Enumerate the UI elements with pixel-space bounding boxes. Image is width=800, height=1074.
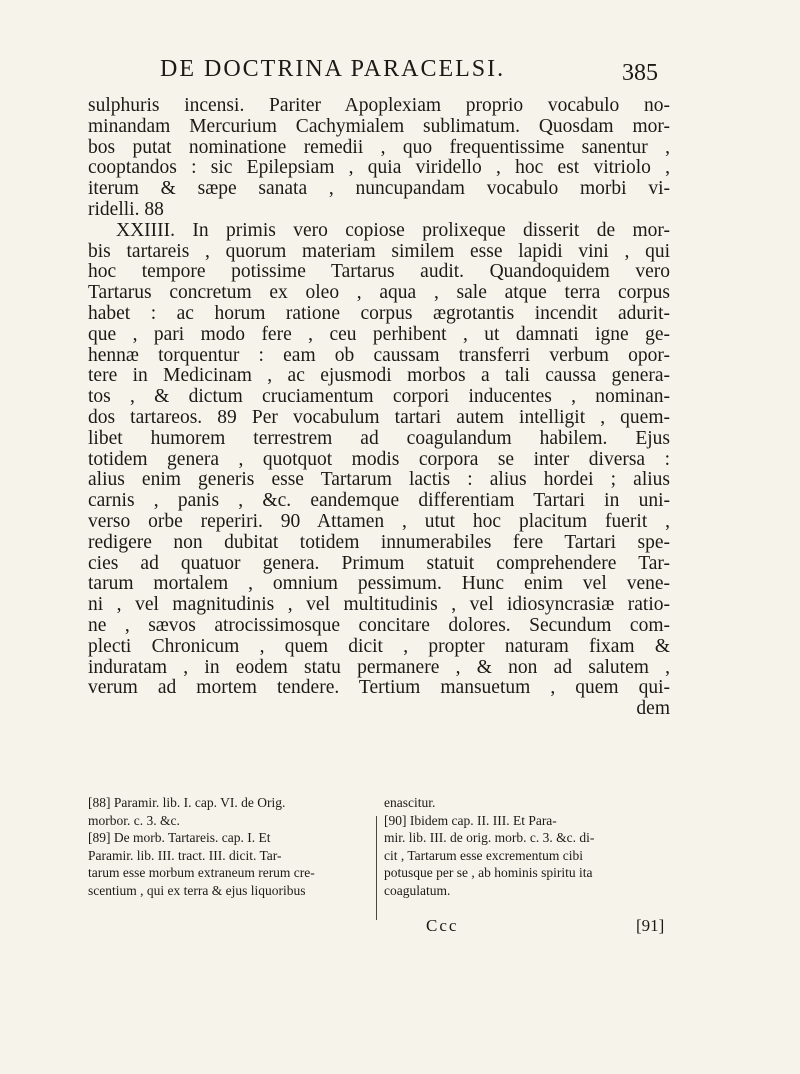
text-line: tere in Medicinam , ac ejusmodi morbos a tali caussa genera-	[88, 366, 670, 387]
footnote-line: [88] Paramir. lib. I. cap. VI. de Orig.	[88, 795, 286, 810]
text-line: iterum & sæpe sanata , nuncupandam vocabulo morbi vi-	[88, 179, 670, 200]
text-line: cies ad quatuor genera. Primum statuit comprehendere Tar-	[88, 553, 670, 574]
footnote-line: Paramir. lib. III. tract. III. dicit. Tar-	[88, 847, 282, 863]
text-line: hoc tempore potissime Tartarus audit. Quandoquidem vero	[88, 262, 670, 283]
text-line: verum ad mortem tendere. Tertium mansuetum , quem qui-	[88, 678, 670, 699]
text-line: tos , & dictum cruciamentum corpori inducentes , nominan-	[88, 387, 670, 408]
text-line: ni , vel magnitudinis , vel multitudinis , vel idiosyncrasiæ ratio-	[88, 595, 670, 616]
footnote-line: enascitur.	[384, 795, 436, 810]
text-line: ridelli. 88	[88, 199, 164, 220]
text-line: induratam , in eodem statu permanere , & non ad salutem ,	[88, 657, 670, 678]
text-line: Tartarus concretum ex oleo , aqua , sale atque terra corpus	[88, 283, 670, 304]
text-line: habet : ac horum ratione corpus ægrotantis incendit adurit-	[88, 303, 670, 324]
text-line: redigere non dubitat totidem innumerabiles fere Tartari spe-	[88, 532, 670, 553]
footnote-column-left	[88, 794, 368, 899]
text-line: minandam Mercurium Cachymialem sublimatum. Quosdam mor-	[88, 116, 670, 137]
text-line: bos putat nominatione remedii , quo frequentissime sanentur ,	[88, 137, 670, 158]
footnote-line: cit , Tartarum esse excrementum cibi	[384, 847, 583, 863]
text-line: hennæ torquentur : eam ob caussam transferri verbum opor-	[88, 345, 670, 366]
text-line-last: dem	[636, 699, 670, 720]
text-line: tarum mortalem , omnium pessimum. Hunc enim vel vene-	[88, 574, 670, 595]
main-text	[88, 96, 670, 720]
page-number: 385	[622, 60, 658, 86]
text-line: verso orbe reperiri. 90 Attamen , utut hoc placitum fuerit ,	[88, 511, 670, 532]
footnote-line: coagulatum.	[384, 882, 451, 898]
footnote-column-divider	[376, 816, 377, 920]
footnotes	[88, 794, 680, 920]
footnote-line: scentium , qui ex terra & ejus liquoribus	[88, 882, 306, 898]
text-line: que , pari modo fere , ceu perhibent , ut damnati igne ge-	[88, 324, 670, 345]
text-line: libet humorem terrestrem ad coagulandum habilem. Ejus	[88, 428, 670, 449]
footnote-line: potusque per se , ab hominis spiritu ita	[384, 865, 593, 880]
footnote-line: mir. lib. III. de orig. morb. c. 3. &c. di-	[384, 830, 595, 845]
footnote-column-right	[384, 794, 684, 899]
signature-mark: Ccc	[426, 916, 459, 935]
text-line: dos tartareos. 89 Per vocabulum tartari autem intelligit , quem-	[88, 407, 670, 428]
text-line: cooptandos : sic Epilepsiam , quia viridello , hoc est vitriolo ,	[88, 158, 670, 179]
footnote-line: [89] De morb. Tartareis. cap. I. Et	[88, 830, 271, 845]
catchword: [91]	[636, 916, 665, 935]
text-line: plecti Chronicum , quem dicit , propter naturam fixam &	[88, 636, 670, 657]
text-line: bis tartareis , quorum materiam similem esse lapidi vini , qui	[88, 241, 670, 262]
footnote-line: tarum esse morbum extraneum rerum cre-	[88, 865, 315, 880]
text-line: ne , sævos atrocissimosque concitare dolores. Secundum com-	[88, 615, 670, 636]
text-line: sulphuris incensi. Pariter Apoplexiam proprio vocabulo no-	[88, 96, 670, 116]
footnote-line: morbor. c. 3. &c.	[88, 812, 180, 828]
text-line: totidem genera , quotquot modis corpora se inter diversa :	[88, 449, 670, 470]
text-line: carnis , panis , &c. eandemque differentiam Tartari in uni-	[88, 491, 670, 512]
running-title: DE DOCTRINA PARACELSI.	[160, 56, 506, 82]
section-start-line: XXIIII. In primis vero copiose prolixeque disserit de mor-	[116, 220, 670, 241]
text-line: alius enim generis esse Tartarum lactis : alius hordei ; alius	[88, 470, 670, 491]
footnote-line: [90] Ibidem cap. II. III. Et Para-	[384, 812, 557, 828]
